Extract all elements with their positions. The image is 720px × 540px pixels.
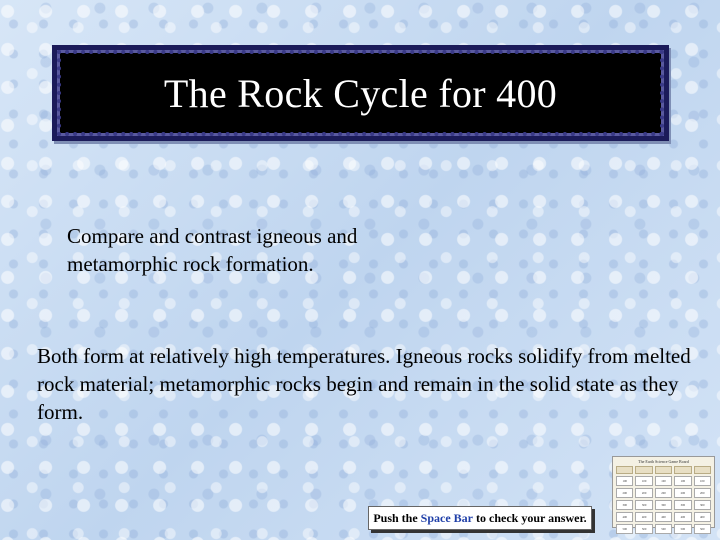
board-cell[interactable]: 500: [655, 524, 672, 534]
board-category-header: [674, 466, 691, 474]
board-cell[interactable]: 300: [674, 500, 691, 510]
board-category-header: [616, 466, 633, 474]
board-cell[interactable]: 300: [616, 500, 633, 510]
board-cell[interactable]: 100: [635, 476, 652, 486]
board-cell[interactable]: 400: [655, 512, 672, 522]
board-cell[interactable]: 200: [694, 488, 711, 498]
board-cell[interactable]: 500: [674, 524, 691, 534]
board-cell[interactable]: 500: [694, 524, 711, 534]
board-cell[interactable]: 400: [674, 512, 691, 522]
board-cell[interactable]: 100: [616, 476, 633, 486]
board-cell[interactable]: 400: [635, 512, 652, 522]
board-cell[interactable]: 500: [635, 524, 652, 534]
board-cell[interactable]: 100: [694, 476, 711, 486]
answer-text: Both form at relatively high temperatures. Igneous rocks solidify from melted rock material; metamorphic rocks begin and remain in the solid state as they form.: [37, 344, 691, 424]
board-cell[interactable]: 400: [694, 512, 711, 522]
board-cell[interactable]: 300: [655, 500, 672, 510]
board-category-header: [694, 466, 711, 474]
board-category-header: [635, 466, 652, 474]
board-cell[interactable]: 300: [635, 500, 652, 510]
game-board-grid: [616, 466, 711, 534]
game-board-thumbnail[interactable]: [612, 456, 715, 531]
slide-title: The Rock Cycle for 400: [163, 70, 558, 116]
board-cell[interactable]: 100: [674, 476, 691, 486]
slide-title-banner: [52, 45, 669, 141]
board-cell[interactable]: 200: [655, 488, 672, 498]
game-board-title: The Earth Science Game Board: [638, 459, 689, 464]
board-cell[interactable]: 200: [616, 488, 633, 498]
prompt-key: Space Bar: [420, 510, 473, 525]
board-cell[interactable]: 300: [694, 500, 711, 510]
prompt-before: Push the: [373, 510, 418, 525]
board-cell[interactable]: 100: [655, 476, 672, 486]
board-cell[interactable]: 500: [616, 524, 633, 534]
board-category-header: [655, 466, 672, 474]
board-cell[interactable]: 200: [635, 488, 652, 498]
prompt-after: to check your answer.: [476, 510, 587, 525]
board-cell[interactable]: 200: [674, 488, 691, 498]
board-cell[interactable]: 400: [616, 512, 633, 522]
check-answer-button[interactable]: [368, 506, 592, 530]
question-text: Compare and contrast igneous and metamorphic rock formation.: [67, 224, 358, 276]
